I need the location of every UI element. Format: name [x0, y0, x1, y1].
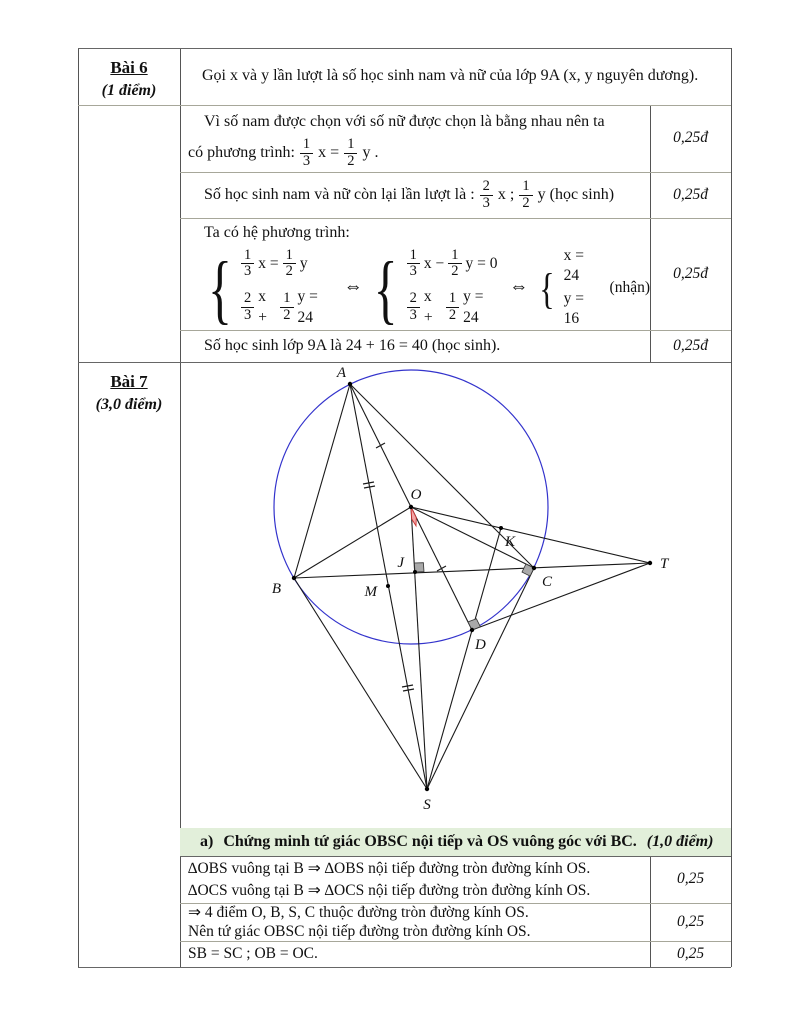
tick-marks [363, 443, 446, 691]
fraction: $\frac{1}{2}$ [283, 248, 296, 281]
score-cell [650, 903, 731, 941]
figure-lines [294, 384, 650, 789]
term: y = 24 [297, 288, 318, 326]
bai6-title: Bài 6 [110, 58, 148, 77]
system-3 [564, 246, 601, 330]
right-angle-markers [414, 563, 534, 630]
fraction: $\frac{1}{2}$ [446, 291, 459, 324]
point-M [386, 584, 390, 588]
label-C: C [542, 574, 553, 590]
term: x − [423, 254, 445, 272]
term: x + [423, 288, 433, 326]
row2-mid: x ; [497, 185, 515, 203]
line-OT [411, 507, 650, 563]
proof-line: ∆OBS vuông tại B ⇒ ∆OBS nội tiếp đường tròn đường kính OS. [188, 860, 591, 878]
iff-arrow: ⇔ [343, 276, 363, 298]
proof-line: SB = SC ; OB = OC. [188, 944, 318, 962]
score-value: 0,25đ [673, 185, 708, 203]
label-K: K [505, 534, 516, 550]
system-row [180, 246, 650, 330]
part-a-header [180, 828, 731, 856]
left-brace: { [539, 263, 555, 312]
score-value: 0,25 [676, 912, 705, 930]
bai6-row1-line1: Vì số nam được chọn với số nữ được chọn là bằng nhau nên ta [204, 113, 605, 130]
label-B: B [271, 581, 281, 597]
score-value: 0,25đ [673, 264, 708, 282]
point-K [499, 526, 503, 530]
answer-table [78, 48, 731, 967]
proof-line: Nên tứ giác OBSC nội tiếp đường tròn đường kính OS. [188, 923, 531, 940]
part-a-title: Chứng minh tứ giác OBSC nội tiếp và OS vuông góc với BC. [223, 832, 637, 850]
line-TD [472, 563, 650, 630]
term: y = 24 [463, 288, 484, 326]
system1-line1 [241, 248, 333, 281]
term: x + [258, 288, 267, 326]
point-C [532, 566, 536, 570]
label-A: A [336, 365, 346, 381]
tick-OD [437, 566, 446, 571]
fraction: $\frac{1}{3}$ [300, 137, 313, 170]
label-M: M [364, 584, 377, 600]
score-cell [650, 856, 731, 903]
bai7-row3-cell [180, 941, 650, 967]
row2-prefix: Số học sinh nam và nữ còn lại lần lượt là : [204, 185, 475, 203]
line-BT [294, 563, 650, 578]
row2-tail: y (học sinh) [537, 185, 615, 203]
score-value: 0,25đ [673, 336, 708, 354]
point-S [425, 787, 429, 791]
bai6-row2-cell [180, 172, 650, 218]
point-J [413, 570, 417, 574]
bai6-row1-cell [180, 105, 650, 172]
proof-line: ⇒ 4 điểm O, B, S, C thuộc đường tròn đường kính OS. [188, 903, 529, 921]
equation-tail: y . [362, 143, 379, 161]
conclusion-text: Số học sinh lớp 9A là 24 + 16 = 40 (học sinh). [204, 336, 501, 354]
fraction: $\frac{1}{3}$ [407, 248, 420, 281]
system3-line1: x = 24 [563, 246, 584, 284]
bai7-label-cell [78, 362, 180, 482]
point-T [648, 561, 652, 565]
left-brace: { [373, 244, 398, 331]
point-dots [292, 382, 652, 791]
right-angle-D [468, 619, 480, 630]
bai6-row4-cell [180, 330, 650, 362]
fraction: $\frac{1}{2}$ [519, 179, 532, 212]
tick-AO [376, 443, 385, 448]
system1-line2 [241, 287, 333, 327]
fraction: $\frac{2}{3}$ [241, 291, 254, 324]
equation-prefix: có phương trình: [188, 143, 295, 161]
proof-line: ∆OCS vuông tại B ⇒ ∆OCS nội tiếp đường tròn đường kính OS. [188, 881, 591, 899]
system2-line2 [407, 287, 499, 327]
bai6-row1-line2 [180, 137, 650, 170]
term: y [299, 254, 308, 272]
line-OC [411, 507, 534, 568]
fraction: $\frac{2}{3}$ [480, 179, 493, 212]
point-O [409, 505, 413, 509]
fraction: $\frac{2}{3}$ [407, 291, 420, 324]
equation-mid: x = [318, 143, 340, 161]
score-cell [650, 941, 731, 967]
iff-arrow: ⇔ [509, 276, 529, 298]
bai7-figure-cell [180, 362, 731, 828]
system3-line2: y = 16 [563, 290, 584, 328]
part-a-prefix: a) [200, 832, 214, 850]
point-A [348, 382, 352, 386]
fraction: $\frac{1}{2}$ [448, 248, 461, 281]
geometry-figure [180, 362, 731, 826]
label-S: S [423, 797, 431, 813]
label-J: J [397, 555, 404, 571]
term: x = [258, 254, 279, 272]
fraction: $\frac{1}{2}$ [344, 137, 357, 170]
bai7-title: Bài 7 [110, 372, 148, 391]
table-bottom-border [78, 967, 731, 968]
bai7-row2-cell [180, 903, 650, 941]
bai6-label-cell [78, 48, 180, 105]
score-cell [650, 330, 731, 362]
score-value: 0,25 [676, 944, 705, 962]
label-O: O [410, 487, 422, 503]
system2-line1 [407, 248, 499, 281]
table-right-border [731, 48, 732, 967]
point-B [292, 576, 296, 580]
fraction: $\frac{1}{2}$ [280, 291, 293, 324]
system-1 [241, 248, 333, 328]
system-intro: Ta có hệ phương trình: [204, 224, 350, 241]
point-D [470, 628, 474, 632]
fraction: $\frac{1}{3}$ [241, 248, 254, 281]
label-T: T [660, 556, 669, 572]
score-cell [650, 172, 731, 218]
bai6-statement-cell [180, 48, 731, 105]
left-brace: { [208, 244, 232, 331]
bai6-row3-cell [180, 218, 650, 330]
score-cell [650, 105, 731, 172]
label-D: D [475, 637, 486, 653]
system-2 [407, 248, 499, 328]
bai6-points: (1 điểm) [101, 82, 157, 100]
score-cell [650, 218, 731, 330]
bai7-points: (3,0 điểm) [95, 396, 163, 414]
bai6-statement: Gọi x và y lần lượt là số học sinh nam và nữ của lớp 9A (x, y nguyên dương). [202, 67, 699, 85]
term: y = 0 [465, 254, 498, 272]
accept-note: (nhận) [609, 278, 650, 296]
bai7-row1-cell [180, 856, 650, 903]
score-value: 0,25đ [673, 129, 708, 147]
part-a-points: (1,0 điểm) [646, 832, 714, 850]
table-left-border [78, 48, 79, 967]
score-value: 0,25 [676, 870, 705, 888]
